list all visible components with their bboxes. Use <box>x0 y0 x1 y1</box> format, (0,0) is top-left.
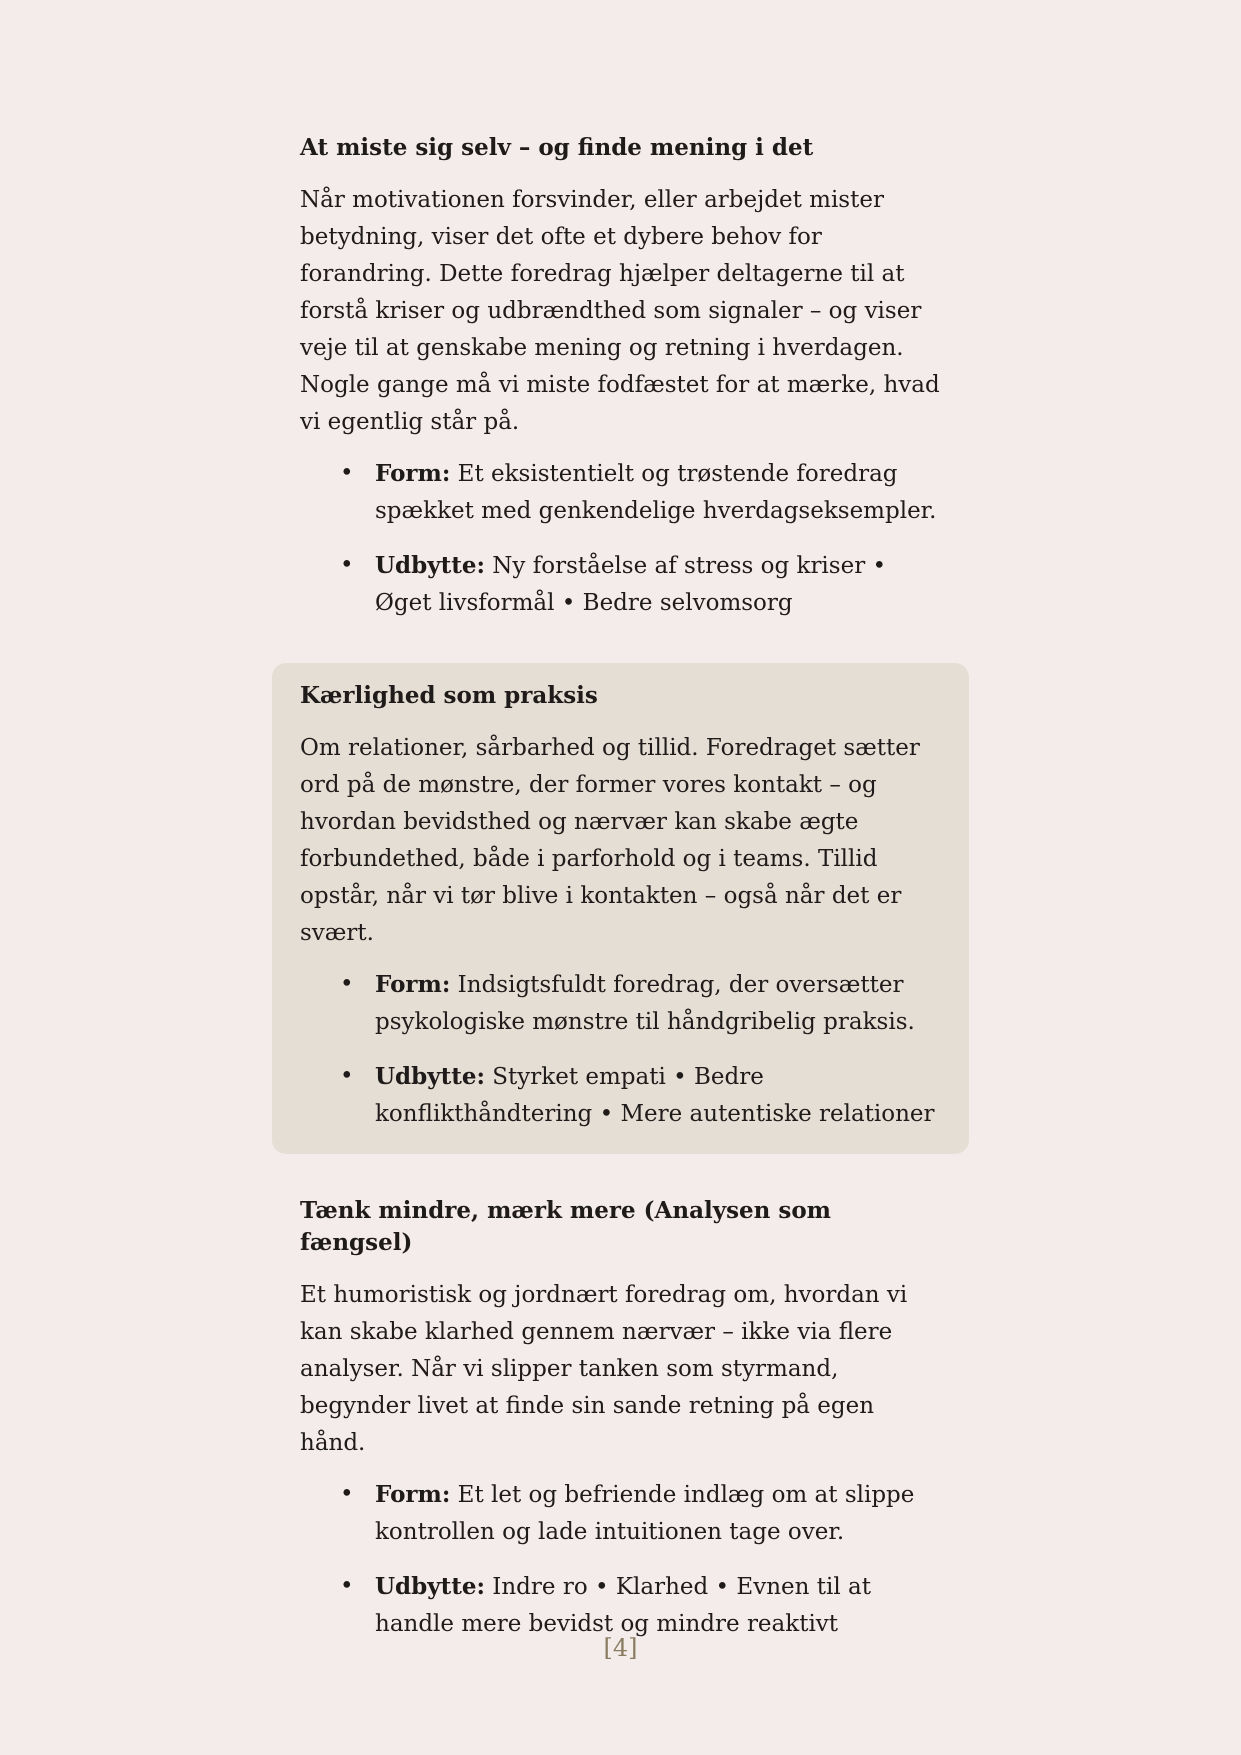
bullet-label: Udbytte: <box>375 1573 485 1600</box>
section-miste-sig-selv <box>272 132 969 622</box>
bullet-icon: • <box>340 971 354 997</box>
bullet-text: Indsigtsfuldt foredrag, der oversætter psykologiske mønstre til håndgribelig praksis. <box>375 972 915 1035</box>
bullet-label: Form: <box>375 1481 451 1508</box>
section-paragraph: Et humoristisk og jordnært foredrag om, hvordan vi kan skabe klarhed gennem nærvær – ikke via flere analyser. Når vi slipper tanken som styrmand, begynder livet at finde sin sande retning på egen hånd. <box>300 1282 908 1456</box>
bullet-text: Styrket empati • Bedre konflikthåndtering • Mere autentiske relationer <box>375 1064 935 1127</box>
section-heading: Tænk mindre, mærk mere (Analysen som fængsel) <box>300 1197 832 1256</box>
bullet-item-form <box>300 1476 941 1551</box>
bullet-list <box>300 455 941 622</box>
bullet-icon: • <box>340 1063 354 1089</box>
section-heading: At miste sig selv – og finde mening i det <box>300 134 814 161</box>
bullet-list <box>300 1476 941 1643</box>
section-kaerlighed-som-praksis <box>272 663 969 1154</box>
bullet-text: Ny forståelse af stress og kriser • Øget livsformål • Bedre selvomsorg <box>375 553 887 616</box>
bullet-text: Et let og befriende indlæg om at slippe kontrollen og lade intuitionen tage over. <box>375 1482 915 1545</box>
section-taenk-mindre <box>272 1195 969 1643</box>
bullet-icon: • <box>340 1481 354 1507</box>
bullet-icon: • <box>340 1573 354 1599</box>
bullet-text: Indre ro • Klarhed • Evnen til at handle mere bevidst og mindre reaktivt <box>375 1574 871 1637</box>
section-heading: Kærlighed som praksis <box>300 682 598 709</box>
bullet-list <box>300 966 941 1133</box>
bullet-icon: • <box>340 552 354 578</box>
bullet-label: Udbytte: <box>375 1063 485 1090</box>
bullet-item-udbytte <box>300 1058 941 1133</box>
section-paragraph: Når motivationen forsvinder, eller arbejdet mister betydning, viser det ofte et dybere behov for forandring. Dette foredrag hjælper deltagerne til at forstå kriser og udbrændthed som signaler – og viser veje til at genskabe mening og retning i hverdagen. Nogle gange må vi miste fodfæstet for at mærke, hvad vi egentlig står på. <box>300 187 940 435</box>
bullet-item-form <box>300 966 941 1041</box>
bullet-item-udbytte <box>300 547 941 622</box>
section-paragraph: Om relationer, sårbarhed og tillid. Foredraget sætter ord på de mønstre, der former vores kontakt – og hvordan bevidsthed og nærvær kan skabe ægte forbundethed, både i parforhold og i teams. Tillid opstår, når vi tør blive i kontakten – også når det er svært. <box>300 735 920 946</box>
bullet-label: Form: <box>375 460 451 487</box>
bullet-item-form <box>300 455 941 530</box>
bullet-text: Et eksistentielt og trøstende foredrag spækket med genkendelige hverdagseksempler. <box>375 461 937 524</box>
page-number: [4] <box>603 1634 638 1662</box>
bullet-label: Form: <box>375 971 451 998</box>
bullet-icon: • <box>340 460 354 486</box>
bullet-label: Udbytte: <box>375 552 485 579</box>
